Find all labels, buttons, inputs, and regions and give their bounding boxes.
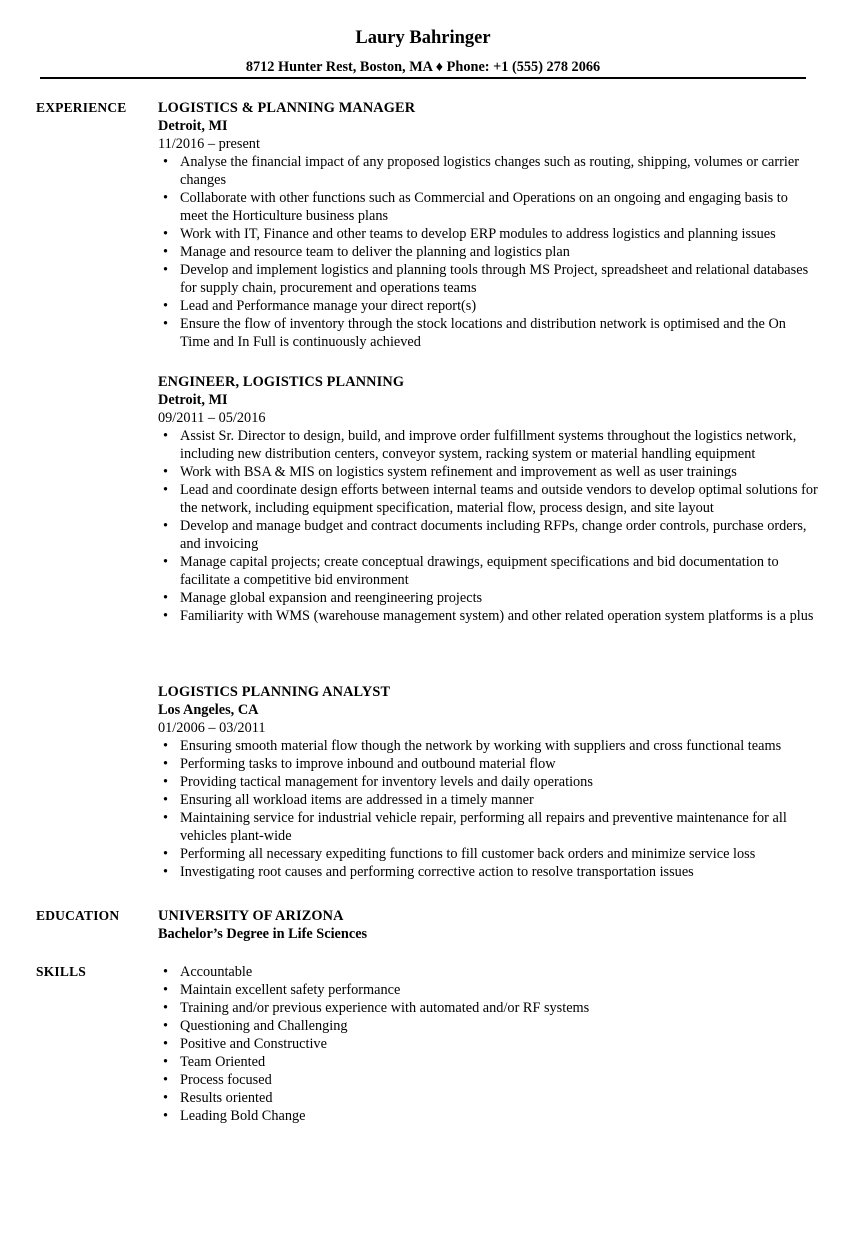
contact-line: 8712 Hunter Rest, Boston, MA ♦ Phone: +1 (555) 278 2066 [245,59,601,75]
job-location: Detroit, MI [158,392,228,408]
skill-item: • Team Oriented [158,1053,818,1071]
job-bullet: • Ensuring smooth material flow though the network by working with suppliers and cross functional teams [158,737,818,755]
job-bullets [158,427,818,625]
job-title: LOGISTICS & PLANNING MANAGER [158,100,416,116]
job-bullet: • Ensure the flow of inventory through the stock locations and distribution network is optimised and the On Time and In Full is continuously achieved [158,315,818,351]
job-bullets [158,153,818,351]
skill-item: • Positive and Constructive [158,1035,818,1053]
skill-item: • Training and/or previous experience with automated and/or RF systems [158,999,818,1017]
job-title: ENGINEER, LOGISTICS PLANNING [158,374,405,390]
job-bullet: • Work with IT, Finance and other teams to develop ERP modules to address logistics and planning issues [158,225,818,243]
header-divider [40,77,806,79]
job-bullet: • Work with BSA & MIS on logistics system refinement and improvement as well as user trainings [158,463,818,481]
skills-list [158,963,818,1125]
section-label-skills: SKILLS [36,964,86,979]
job-bullet: • Providing tactical management for inventory levels and daily operations [158,773,818,791]
job-bullet: • Analyse the financial impact of any proposed logistics changes such as routing, shipping, volumes or carrier changes [158,153,818,189]
job-bullet: • Collaborate with other functions such as Commercial and Operations on an ongoing and engaging basis to meet the Horticulture business plans [158,189,818,225]
skill-item: • Maintain excellent safety performance [158,981,818,999]
job-location: Los Angeles, CA [158,702,259,718]
job-entry [158,683,818,881]
job-dates: 01/2006 – 03/2011 [158,720,266,736]
job-bullet: • Develop and implement logistics and planning tools through MS Project, spreadsheet and relational databases for supply chain, procurement and operations teams [158,261,818,297]
job-bullet: • Performing tasks to improve inbound and outbound material flow [158,755,818,773]
job-bullet: • Manage and resource team to deliver the planning and logistics plan [158,243,818,261]
job-bullet: • Lead and Performance manage your direct report(s) [158,297,818,315]
job-bullet: • Manage capital projects; create conceptual drawings, equipment specifications and bid documentation to facilitate a competitive bid environment [158,553,818,589]
job-bullet: • Familiarity with WMS (warehouse management system) and other related operation system platforms is a plus [158,607,818,625]
job-bullet: • Assist Sr. Director to design, build, and improve order fulfillment systems throughout the logistics network, including new distribution centers, conveyor system, racking system or material handling equipment [158,427,818,463]
job-entry [158,99,818,351]
education-entry [158,907,818,943]
job-bullet: • Performing all necessary expediting functions to fill customer back orders and minimize service loss [158,845,818,863]
job-bullet: • Maintaining service for industrial vehicle repair, performing all repairs and preventive maintenance for all vehicles plant-wide [158,809,818,845]
job-bullet: • Manage global expansion and reengineering projects [158,589,818,607]
job-title: LOGISTICS PLANNING ANALYST [158,684,391,700]
candidate-name: Laury Bahringer [355,28,491,48]
job-location: Detroit, MI [158,118,228,134]
job-bullets [158,737,818,881]
skill-item: • Results oriented [158,1089,818,1107]
job-entry [158,373,818,625]
skill-item: • Process focused [158,1071,818,1089]
job-bullet: • Ensuring all workload items are addressed in a timely manner [158,791,818,809]
skill-item: • Accountable [158,963,818,981]
job-bullet: • Investigating root causes and performing corrective action to resolve transportation issues [158,863,818,881]
job-bullet: • Develop and manage budget and contract documents including RFPs, change order controls, purchase orders, and invoicing [158,517,818,553]
job-dates: 11/2016 – present [158,136,260,152]
degree: Bachelor’s Degree in Life Sciences [158,926,368,942]
section-label-education: EDUCATION [36,908,120,923]
skill-item: • Leading Bold Change [158,1107,818,1125]
job-bullet: • Lead and coordinate design efforts between internal teams and outside vendors to develop optimal solutions for the network, including equipment specification, material flow, process design, and site layout [158,481,818,517]
job-dates: 09/2011 – 05/2016 [158,410,266,426]
skills-list-wrap [158,963,818,1125]
skill-item: • Questioning and Challenging [158,1017,818,1035]
school-name: UNIVERSITY OF ARIZONA [158,908,344,924]
section-label-experience: EXPERIENCE [36,100,127,115]
